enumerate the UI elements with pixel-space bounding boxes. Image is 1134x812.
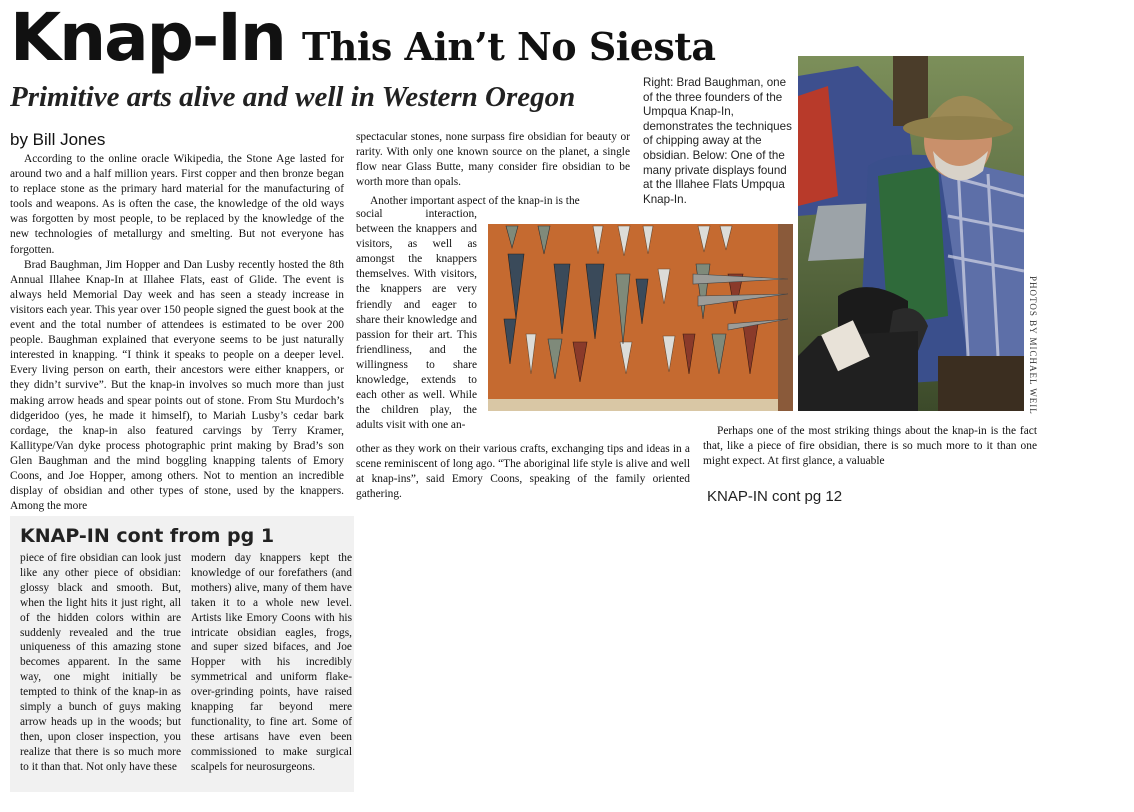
- article-column-1: [10, 152, 344, 514]
- continuation-heading: KNAP-IN cont from pg 1: [20, 525, 275, 547]
- masthead-title: Knap-In: [10, 0, 285, 76]
- photo-credit-text: PHOTOS BY MICHAEL WEIL: [1028, 276, 1038, 415]
- article-column-2-top: [356, 130, 630, 209]
- subtitle: Primitive arts alive and well in Western Oregon: [10, 81, 576, 113]
- article-paragraph: social interaction, between the knappers and visitors, as well as amongst the knappers themselves. With visitors, the knappers are very friendly and eager to share their knowledge and passion for their art. This friendliness, and the willingness to share knowledge, extends to each other as well. While the children play, the adults visit with one an-: [356, 208, 477, 432]
- continued-to-label: KNAP-IN cont pg 12: [707, 488, 843, 505]
- arrowhead-display-photo: [488, 224, 793, 411]
- article-paragraph: According to the online oracle Wikipedia, the Stone Age lasted for around two and a half million years. First copper and then bronze began to replace stone as the primary hard material for the manufacturing of tools and weapons. As is often the case, the knowledge of the old ways was forgotten by most people, to be replaced by the knowledge of the new technologies of metallurgy and smelting. But not everyone has forgotten.: [10, 153, 344, 256]
- photo-credit: [1026, 276, 1038, 415]
- article-paragraph: Another important aspect of the knap-in is the: [370, 195, 580, 208]
- man-chipping-obsidian-photo: [798, 56, 1024, 411]
- article-column-2-bottom: [356, 442, 690, 502]
- article-paragraph: Brad Baughman, Jim Hopper and Dan Lusby recently hosted the 8th Annual Illahee Knap-In at Illahee Flats, east of Glide. The event is always held Memorial Day week and has seen a steady increase in visitors each year. This year over 150 people signed the guest book at the event and the total number of attendees is estimated to be over 200 people. Baughman explained that everyone seems to be just naturally interested in knapping. “I think it speaks to people on a deeper level. Every living person on earth, their ancestors were either knappers, or they didn’t survive”. But the knap-in involves so much more than just making arrow heads and spear points out of stone. From Stu Murdoch’s didgeridoo (yes, he made it himself), to Mariah Lusby’s cedar bark cordage, the knap-in also featured carvings by Terry Kramer, Kallitype/Van dyke process photographic print making by Brad’s son Glen Baughman and the mind boggling knapping talents of Emory Coons, and Joe Hopper, among others. Not to mention an incredible display of obsidian and other types of stone, used by the knappers. Among the more: [10, 258, 344, 513]
- headline: This Ain’t No Siesta: [302, 24, 716, 69]
- continuation-column-2: modern day knappers kept the knowledge of our forefathers (and mothers) alive, many of them have taken it to a whole new level. Artists like Emory Coons with his intricate obsidian eagles, frogs, and super sized bifaces, and Joe Hopper with his incredibly symmetrical and uniform flake-over-grinding points, have raised knapping far beyond mere functionality, to fine art. Some of these artisans have even been commissioned to make surgical scalpels for neurosurgeons.: [191, 552, 352, 773]
- photo-caption: Right: Brad Baughman, one of the three founders of the Umpqua Knap-In, demonstrates the techniques of chipping away at the obsidian. Below: One of the many private displays found at the Illahee Flats Umpqua Knap-In.: [643, 76, 792, 206]
- article-paragraph: spectacular stones, none surpass fire obsidian for beauty or rarity. With only one known source on the planet, a single flow near Glass Butte, many consider fire obsidian to be worth more than opals.: [356, 131, 630, 189]
- article-paragraph: other as they work on their various crafts, exchanging tips and ideas in a scene reminiscent of long ago. “The aboriginal life style is alive and well at knap-ins”, said Emory Coons, speaking of the family oriented gathering.: [356, 443, 690, 501]
- continuation-column-1: piece of fire obsidian can look just like any other piece of obsidian: glossy black and smooth. But, when the light hits it just right, all of the hidden colors within are suddenly revealed and the true uniqueness of this amazing stone becomes apparent. In the same way, one might initially be tempted to think of the knap-in as simply a bunch of guys making arrow heads up in the woods; but then, upon closer inspection, you realize that there is so much more to it than that. Not only have these: [20, 552, 181, 773]
- article-column-3: [703, 424, 1037, 469]
- article-paragraph: Perhaps one of the most striking things about the knap-in is the fact that, like a piece of fire obsidian, there is so much more to it than one might expect. At first glance, a valuable: [703, 425, 1037, 468]
- byline: by Bill Jones: [10, 130, 106, 149]
- article-column-2-narrow: [356, 207, 477, 433]
